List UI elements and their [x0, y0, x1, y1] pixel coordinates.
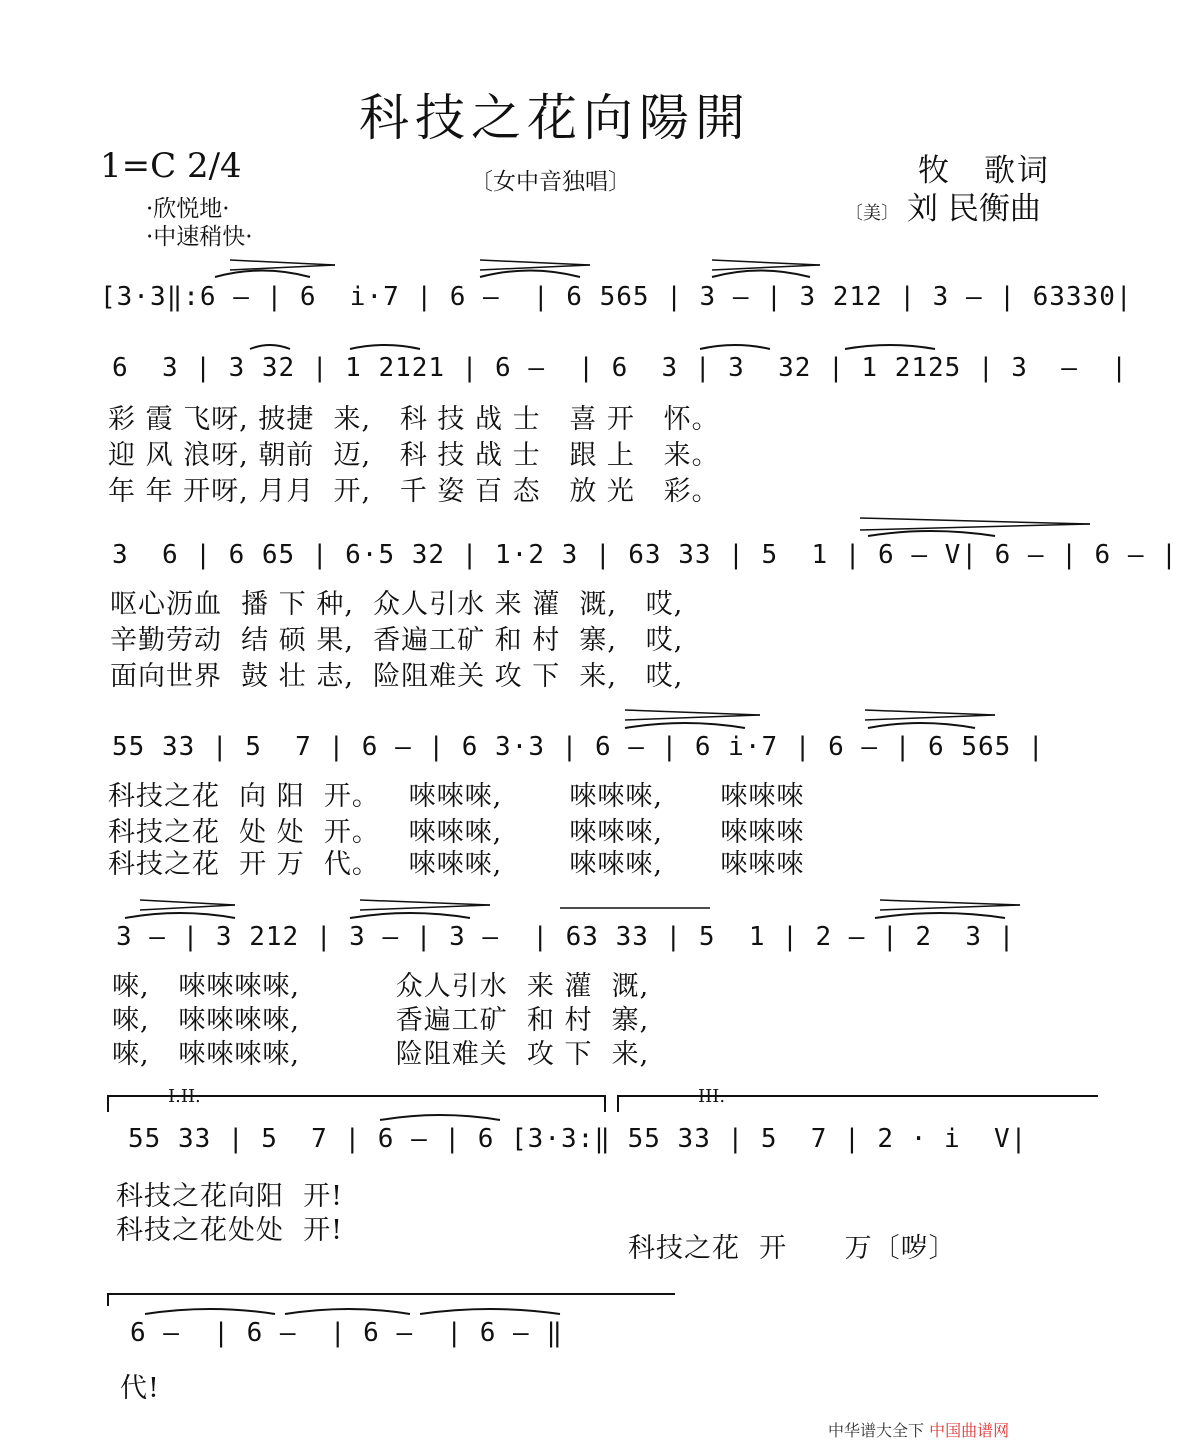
- key-signature: [100, 146, 242, 186]
- lyric-verse-1: 彩 霞 飞呀, 披捷 来, 科 技 战 士 喜 开 怀。: [108, 404, 720, 435]
- volta-label-2: III.: [698, 1086, 726, 1107]
- notes-system-2: 6 3 | 3 32 | 1 2121 | 6 — | 6 3 | 3 32 | 1 2125 | 3 — |: [112, 353, 1128, 383]
- lyric-verse-2: 科技之花 处 处 开。 唻唻唻, 唻唻唻, 唻唻唻: [108, 817, 805, 848]
- song-title: 科技之花向陽開: [359, 89, 751, 147]
- lyric-verse-2: 科技之花处处 开!: [116, 1215, 344, 1246]
- lyric-ending: 科技之花 开 万〔哕〕: [628, 1233, 957, 1264]
- voice-type: 〔女中音独唱〕: [470, 169, 631, 195]
- lyric-verse-3: 唻, 唻唻唻唻, 险阻难关 攻 下 来,: [112, 1039, 650, 1070]
- composer-name: 刘 民衡曲: [907, 191, 1041, 227]
- notes-system-4: 55 33 | 5 7 | 6 — | 6 3·3 | 6 — | 6 i·7 | 6 — | 6 565 |: [112, 732, 1045, 762]
- lyric-verse-2: 辛勤劳动 结 硕 果, 香遍工矿 和 村 寨, 哎,: [110, 625, 684, 656]
- lyric-verse-3: 面向世界 鼓 壮 志, 险阻难关 攻 下 来, 哎,: [110, 661, 684, 692]
- footer-brand: 中国曲谱网: [929, 1421, 1010, 1440]
- footer-text: 中华谱大全下: [828, 1421, 925, 1440]
- lyricist: 牧 歌词: [918, 153, 1050, 189]
- lyric-verse-3: 科技之花 开 万 代。 唻唻唻, 唻唻唻, 唻唻唻: [108, 849, 805, 880]
- lyric-verse-1: 科技之花 向 阳 开。 唻唻唻, 唻唻唻, 唻唻唻: [108, 781, 805, 812]
- time-signature: 2/4: [186, 146, 242, 186]
- notes-system-1: [3·3‖:6 — | 6 i·7 | 6 — | 6 565 | 3 — | 3 212 | 3 — | 63330|: [100, 282, 1133, 312]
- lyric-verse-2: 迎 风 浪呀, 朝前 迈, 科 技 战 士 跟 上 来。: [108, 440, 720, 471]
- lyric-verse-2: 唻, 唻唻唻唻, 香遍工矿 和 村 寨,: [112, 1005, 650, 1036]
- lyric-verse-1: 代!: [120, 1373, 160, 1404]
- lyric-verse-1: 科技之花向阳 开!: [116, 1181, 344, 1212]
- notes-system-7: 6 — | 6 — | 6 — | 6 — ‖: [130, 1318, 563, 1348]
- composer: [845, 183, 1041, 228]
- watermark-footer: [828, 1418, 1009, 1441]
- composer-nationality: 〔美〕: [845, 203, 899, 224]
- volta-label-1: I.II.: [168, 1086, 201, 1107]
- notes-system-6: 55 33 | 5 7 | 6 — | 6 [3·3:‖ 55 33 | 5 7 | 2 · i V|: [128, 1124, 1028, 1154]
- lyric-verse-1: 呕心沥血 播 下 种, 众人引水 来 灌 溉, 哎,: [110, 589, 684, 620]
- tempo-mark-1: ·欣悦地·: [146, 196, 230, 222]
- lyric-verse-3: 年 年 开呀, 月月 开, 千 姿 百 态 放 光 彩。: [108, 476, 720, 507]
- lyric-verse-1: 唻, 唻唻唻唻, 众人引水 来 灌 溉,: [112, 971, 650, 1002]
- key-label: 1=C: [100, 146, 177, 186]
- notes-system-3: 3 6 | 6 65 | 6·5 32 | 1·2 3 | 63 33 | 5 1 | 6 — V| 6 — | 6 — |: [112, 540, 1178, 570]
- tempo-mark-2: ·中速稍快·: [146, 224, 253, 250]
- notes-system-5: 3 — | 3 212 | 3 — | 3 — | 63 33 | 5 1 | 2 — | 2 3 |: [116, 922, 1016, 952]
